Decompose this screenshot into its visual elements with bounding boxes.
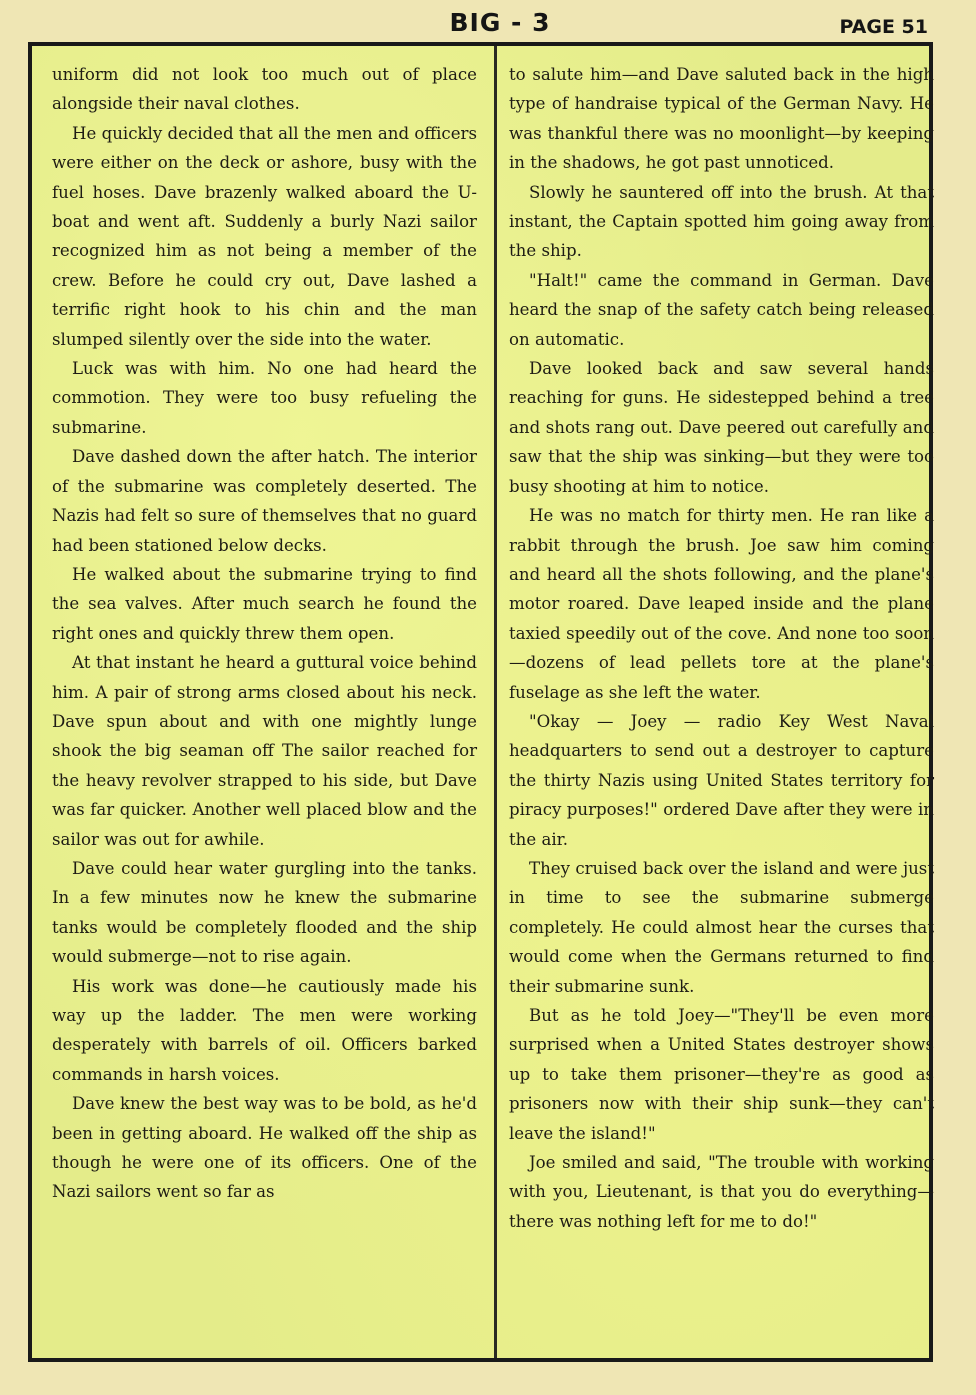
paragraph: Dave looked back and saw several hands reaching for guns. He sidestepped behind a tree and shots rang out. Dave peered out carefully and saw that the ship was sinking—but they were too busy shooting at him to notice. [509,359,934,496]
paragraph: He was no match for thirty men. He ran like a rabbit through the brush. Joe saw him coming and heard all the shots following, and the plane's motor roared. Dave leaped inside and the plane taxied speedily out of the cove. And none too soon—dozens of lead pellets tore at the plane's fuselage as she left the water. [509,506,934,702]
paragraph: His work was done—he cautiously made his way up the ladder. The men were working desperately with barrels of oil. Officers barked commands in harsh voices. [52,976,477,1084]
paragraph: Slowly he sauntered off into the brush. At that instant, the Captain spotted him going away from the ship. [509,182,934,261]
paragraph: uniform did not look too much out of place alongside their naval clothes. [52,65,477,114]
paragraph: to salute him—and Dave saluted back in the high type of handraise typical of the German Navy. He was thankful there was no moonlight—by keeping in the shadows, he got past unnoticed. [509,65,934,173]
right-column [509,60,934,1236]
paragraph: He quickly decided that all the men and officers were either on the deck or ashore, busy with the fuel hoses. Dave brazenly walked aboard the U-boat and went aft. Suddenly a burly Nazi sailor recognized him as not being a member of the crew. Before he could cry out, Dave lashed a terrific right hook to his chin and the man slumped silently over the side into the water. [52,123,477,349]
left-column [52,60,477,1207]
text-panel [28,42,933,1362]
paragraph: "Okay — Joey — radio Key West Naval headquarters to send out a destroyer to capture the thirty Nazis using United States territory for piracy purposes!" ordered Dave after they were in the air. [509,711,934,849]
paragraph: Dave dashed down the after hatch. The interior of the submarine was completely deserted. The Nazis had felt so sure of themselves that no guard had been stationed below decks. [52,447,477,555]
paragraph: Luck was with him. No one had heard the commotion. They were too busy refueling the submarine. [52,359,477,437]
paragraph: Dave knew the best way was to be bold, as he'd been in getting aboard. He walked off the ship as though he were one of its officers. One of the Nazi sailors went so far as [52,1094,477,1202]
paragraph: Joe smiled and said, "The trouble with working with you, Lieutenant, is that you do everything—there was nothing left for me to do!" [509,1153,934,1231]
page-header [0,0,976,40]
paragraph: Dave could hear water gurgling into the tanks. In a few minutes now he knew the submarine tanks would be completely flooded and the ship would submerge—not to rise again. [52,858,477,967]
paragraph: He walked about the submarine trying to find the sea valves. After much search he found the right ones and quickly threw them open. [52,564,477,643]
paragraph: At that instant he heard a guttural voice behind him. A pair of strong arms closed about his neck. Dave spun about and with one mightly lunge shook the big seaman off The sailor reached for the heavy revolver strapped to his side, but Dave was far quicker. Another well placed blow and the sailor was out for awhile. [52,653,477,849]
paragraph: But as he told Joey—"They'll be even more surprised when a United States destroyer shows up to take them prisoner—they're as good as prisoners now with their ship sunk—they can't leave the island!" [509,1006,934,1143]
column-divider [494,46,497,1358]
page-number: PAGE 51 [839,16,928,38]
paragraph: "Halt!" came the command in German. Dave heard the snap of the safety catch being released on automatic. [509,270,934,349]
paragraph: They cruised back over the island and were just in time to see the submarine submerge completely. He could almost hear the curses that would come when the Germans returned to find their submarine sunk. [509,858,934,996]
magazine-title: BIG - 3 [449,8,551,37]
